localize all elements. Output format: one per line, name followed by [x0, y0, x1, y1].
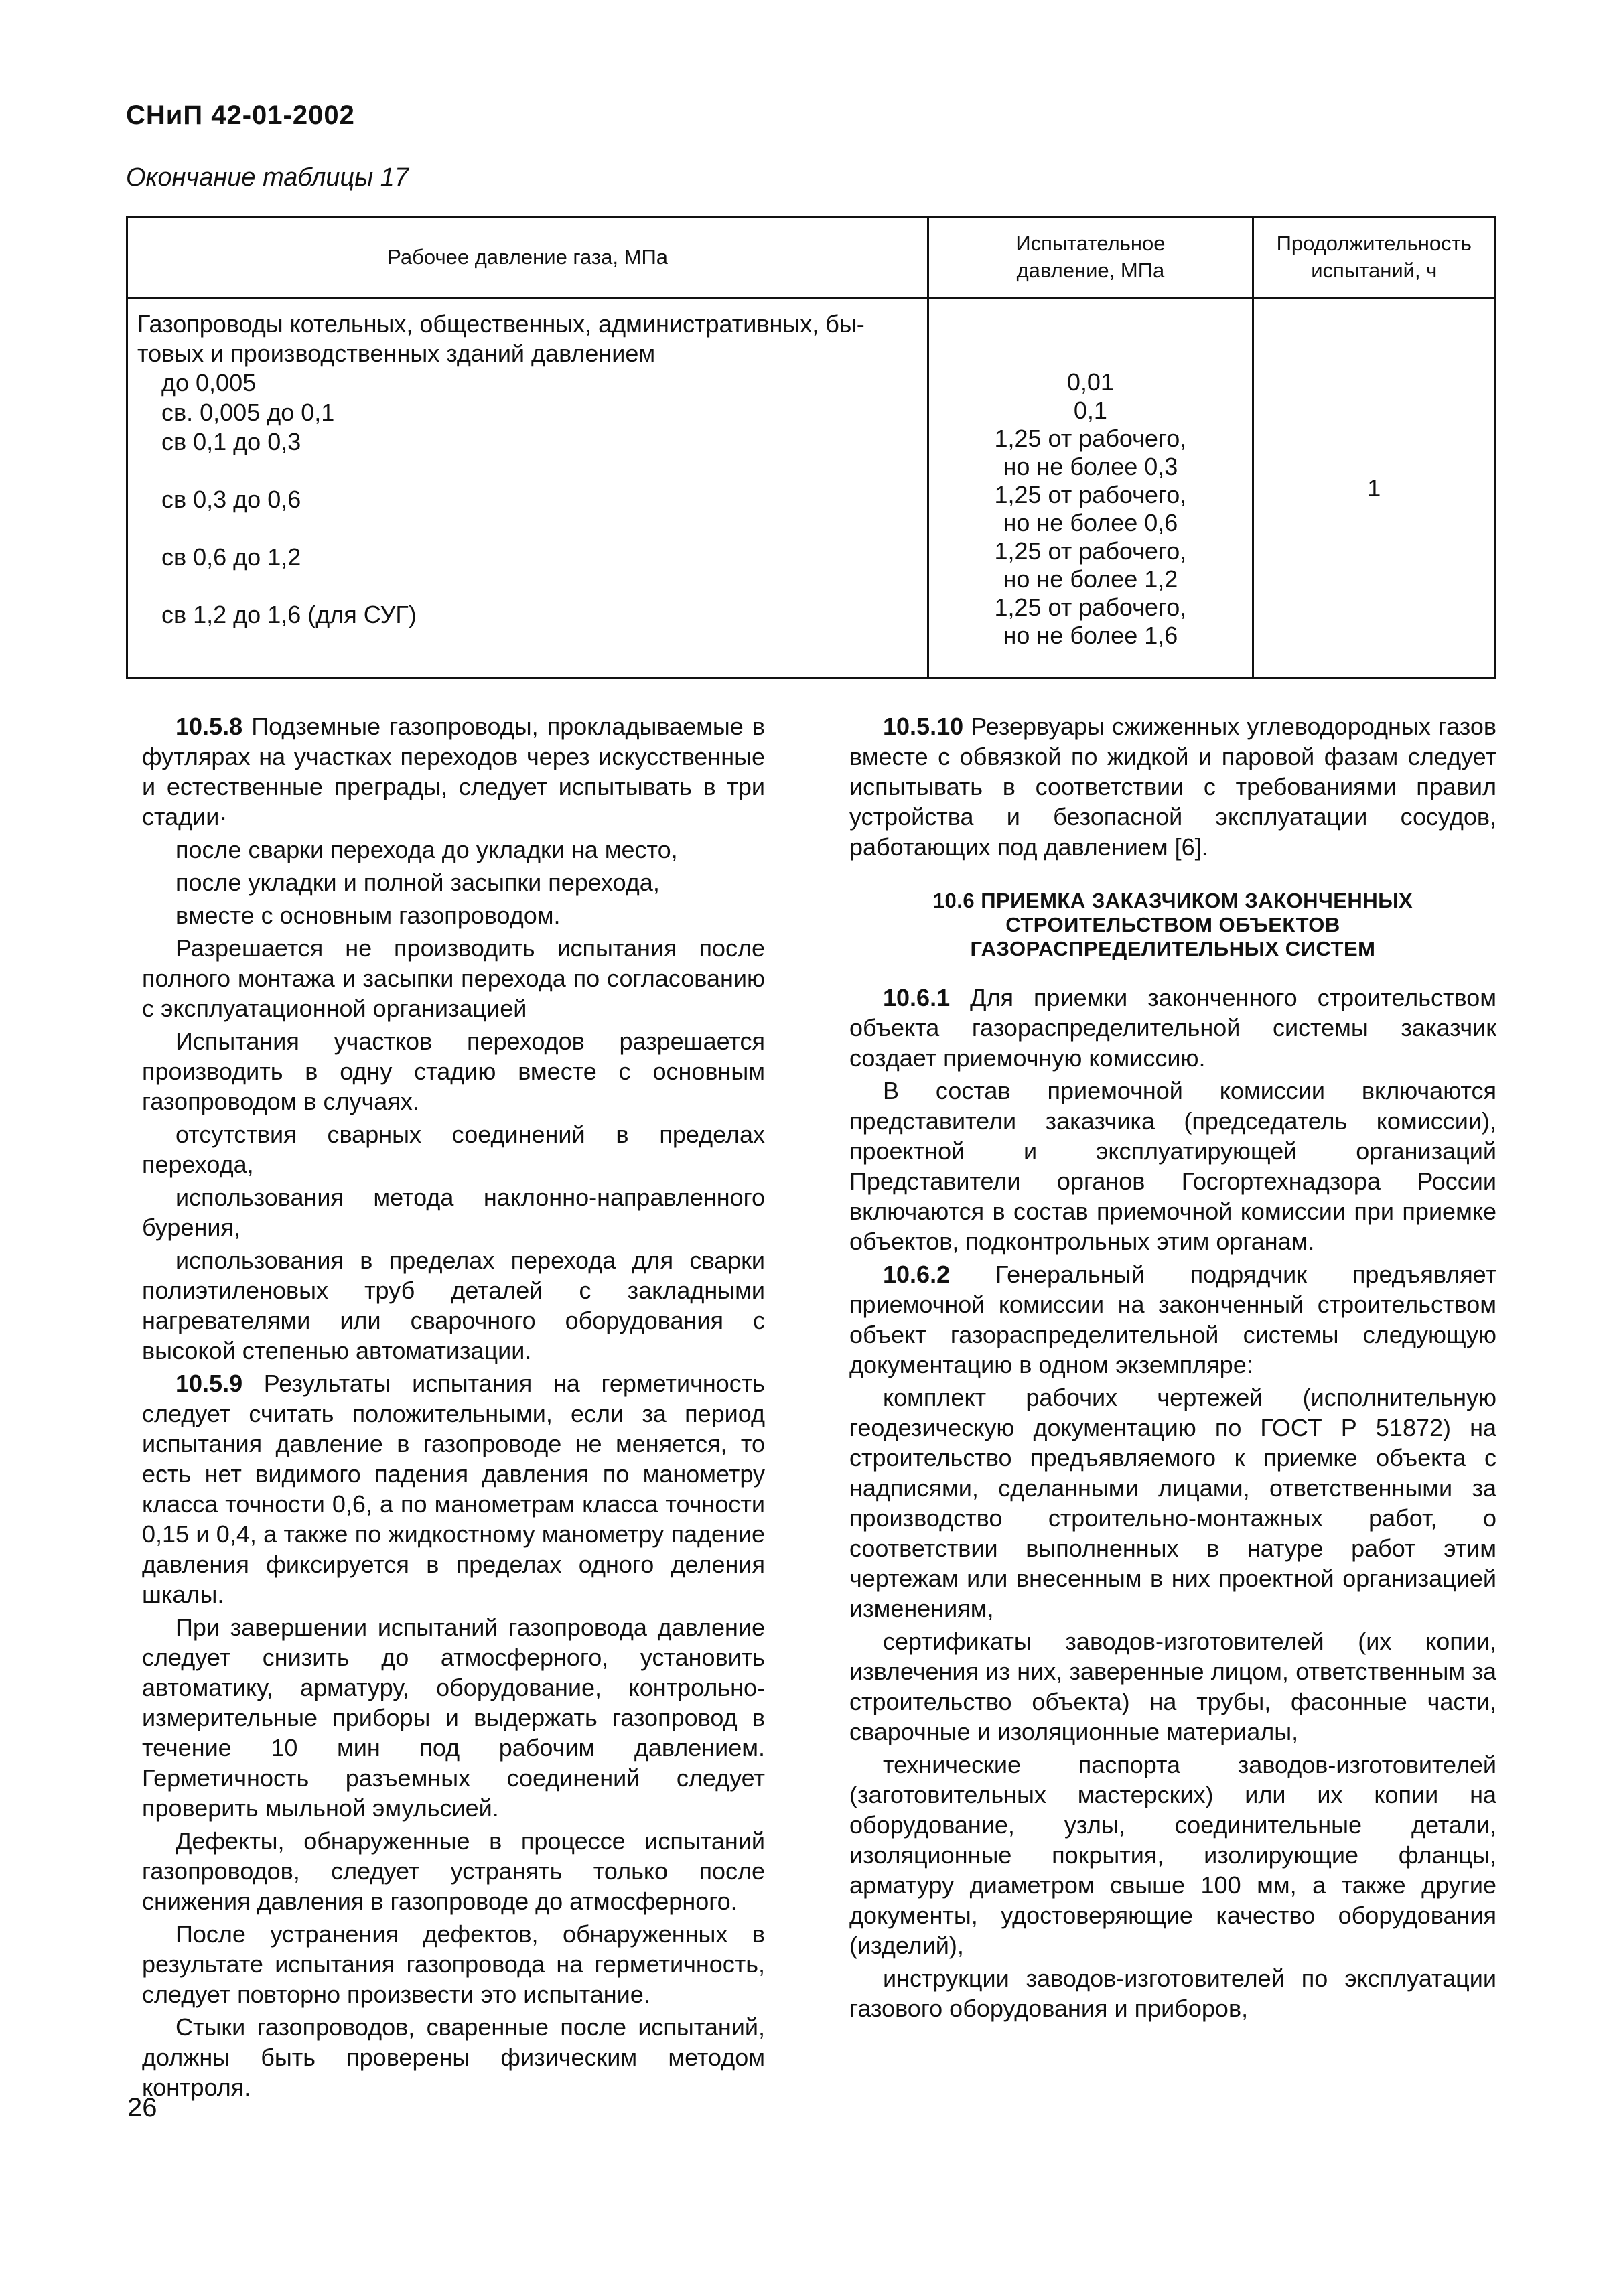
list-item: сертификаты заводов-изготовителей (их копии, извлечения из них, заверенные лицом, ответственным за строительство объекта) на трубы, фасонные части, сварочные и изоляционные материалы,	[849, 1628, 1496, 1745]
right-text-column	[849, 711, 1496, 2026]
list-item: вместе с основным газопроводом.	[176, 902, 561, 929]
pressure-test-table	[126, 216, 1496, 679]
test-pressure-value: 1,25 от рабочего,	[994, 425, 1187, 452]
clause-number: 10.5.10	[883, 713, 964, 740]
clause-10-5-10	[849, 711, 1496, 862]
paragraph: При завершении испытаний газопровода давление следует снизить до атмосферного, установить автоматику, арматуру, оборудование, контрольно-измерительные приборы и выдержать газопровод в течение 10 мин под рабочим давлением. Герметичность разъемных соединений следует проверить мыльной эмульсией.	[142, 1613, 765, 1822]
header-test-duration	[1253, 217, 1495, 298]
paragraph: После устранения дефектов, обнаруженных в результате испытания газопровода на герметичность, следует повторно произвести это испытание.	[142, 1920, 765, 2008]
clause-10-6-2	[849, 1259, 1496, 1380]
document-code: СНиП 42-01-2002	[126, 100, 355, 130]
section-heading-line: СТРОИТЕЛЬСТВОМ ОБЪЕКТОВ	[1005, 913, 1340, 936]
table-intro-line: Газопроводы котельных, общественных, административных, бы-	[137, 310, 865, 338]
test-pressure-limit: но не более 1,6	[1003, 622, 1178, 649]
test-pressure-limit: но не более 0,6	[1003, 509, 1178, 536]
header-test-duration-line1: Продолжительность	[1276, 231, 1472, 255]
clause-text: Для приемки законченного строительством объекта газораспределительной системы заказчик создает приемочную комиссию.	[849, 984, 1496, 1072]
test-pressure-limit: но не более 1,2	[1003, 565, 1178, 593]
header-test-pressure-line1: Испытательное	[1015, 231, 1166, 255]
paragraph: Разрешается не производить испытания после полного монтажа и засыпки перехода по согласованию с эксплуатационной организацией	[142, 934, 765, 1022]
clause-10-5-8	[142, 711, 765, 832]
pressure-range: св 0,1 до 0,3	[161, 428, 301, 455]
clause-text: Резервуары сжиженных углеводородных газов вместе с обвязкой по жидкой и паровой фазам следует испытывать в соответствии с требованиями правил устройства и безопасной эксплуатации сосудов, работающих под давлением [6].	[849, 713, 1496, 861]
paragraph: Дефекты, обнаруженные в процессе испытаний газопроводов, следует устранять только после снижения давления в газопроводе до атмосферного.	[142, 1827, 765, 1915]
list-item: использования метода наклонно-направленного бурения,	[142, 1183, 765, 1241]
page-number: 26	[127, 2093, 157, 2123]
table-caption: Окончание таблицы 17	[126, 163, 409, 192]
clause-number: 10.6.2	[883, 1261, 951, 1288]
pressure-range: св 1,2 до 1,6 (для СУГ)	[161, 601, 417, 628]
header-test-pressure	[928, 217, 1253, 298]
header-test-pressure-line2: давление, МПа	[1016, 259, 1165, 282]
paragraph: Стыки газопроводов, сваренные после испытаний, должны быть проверены физическим методом контроля.	[142, 2013, 765, 2101]
clause-number: 10.5.8	[176, 713, 243, 740]
section-heading-line: ГАЗОРАСПРЕДЕЛИТЕЛЬНЫХ СИСТЕМ	[970, 937, 1376, 960]
clause-text: Результаты испытания на герметичность следует считать положительными, если за период испытания давление в газопроводе не меняется, то есть нет видимого падения давления по манометру класса точности 0,6, а по манометрам класса точности 0,15 и 0,4, а также по жидкостному манометру падение давления фиксируется в пределах одного деления шкалы.	[142, 1370, 765, 1608]
table-intro-line: товых и производственных зданий давлением	[137, 340, 656, 367]
clause-number: 10.5.9	[176, 1370, 243, 1397]
section-heading-10-6	[849, 889, 1496, 961]
paragraph: Испытания участков переходов разрешается производить в одну стадию вместе с основным газопроводом в случаях.	[142, 1027, 765, 1115]
pressure-range: св 0,6 до 1,2	[161, 543, 301, 571]
clause-number: 10.6.1	[883, 984, 951, 1011]
test-pressure-cell	[928, 298, 1253, 678]
left-text-column	[142, 711, 765, 2105]
test-duration-cell: 1	[1253, 298, 1495, 678]
test-pressure-value: 0,01	[1066, 368, 1114, 396]
header-working-pressure: Рабочее давление газа, МПа	[127, 217, 928, 298]
pressure-range: св 0,3 до 0,6	[161, 486, 301, 513]
pressure-range: до 0,005	[161, 369, 257, 397]
test-pressure-limit: но не более 0,3	[1003, 453, 1178, 480]
table-body-row	[127, 298, 1496, 678]
test-pressure-value: 1,25 от рабочего,	[994, 481, 1187, 508]
pressure-range: св. 0,005 до 0,1	[161, 399, 335, 426]
list-item: после укладки и полной засыпки перехода,	[176, 869, 660, 896]
working-pressure-cell	[127, 298, 928, 678]
list-item: технические паспорта заводов-изготовителей (заготовительных мастерских) или их копии на оборудование, узлы, соединительные детали, изоляционные покрытия, изолирующие фланцы, арматуру диаметром свыше 100 мм, а также другие документы, удостоверяющие качество оборудования (изделий),	[849, 1751, 1496, 1959]
test-pressure-value: 1,25 от рабочего,	[994, 593, 1187, 621]
list-item: комплект рабочих чертежей (исполнительную геодезическую документацию по ГОСТ Р 51872) на строительство предъявляемого к приемке объекта с надписями, сделанными лицами, ответственными за производство строительно-монтажных работ, о соответствии выполненных в натуре работ этим чертежам или внесенным в них проектной организацией изменениям,	[849, 1384, 1496, 1622]
test-pressure-value: 0,1	[1073, 397, 1107, 424]
clause-10-5-9	[142, 1368, 765, 1609]
paragraph: В состав приемочной комиссии включаются представители заказчика (председатель комиссии), проектной и эксплуатирующей организаций Представители органов Госгортехнадзора России включаются в состав приемочной комиссии при приемке объектов, подконтрольных этим органам.	[849, 1077, 1496, 1255]
table-header-row	[127, 217, 1496, 298]
list-item: инструкции заводов-изготовителей по эксплуатации газового оборудования и приборов,	[849, 1964, 1496, 2022]
list-item: использования в пределах перехода для сварки полиэтиленовых труб деталей с закладными нагревателями или сварочного оборудования с высокой степенью автоматизации.	[142, 1246, 765, 1364]
list-item: после сварки перехода до укладки на место,	[176, 836, 678, 863]
test-pressure-value: 1,25 от рабочего,	[994, 537, 1187, 565]
section-heading-line: 10.6 ПРИЕМКА ЗАКАЗЧИКОМ ЗАКОНЧЕННЫХ	[932, 889, 1413, 912]
clause-text: Генеральный подрядчик предъявляет приемочной комиссии на законченный строительством объект газораспределительной системы следующую документацию в одном экземпляре:	[849, 1261, 1496, 1378]
clause-10-6-1	[849, 983, 1496, 1073]
list-item: отсутствия сварных соединений в пределах перехода,	[142, 1121, 765, 1178]
header-test-duration-line2: испытаний, ч	[1311, 259, 1437, 282]
clause-text: Подземные газопроводы, прокладываемые в футлярах на участках переходов через искусственные и естественные преграды, следует испытывать в три стадии·	[142, 713, 765, 831]
